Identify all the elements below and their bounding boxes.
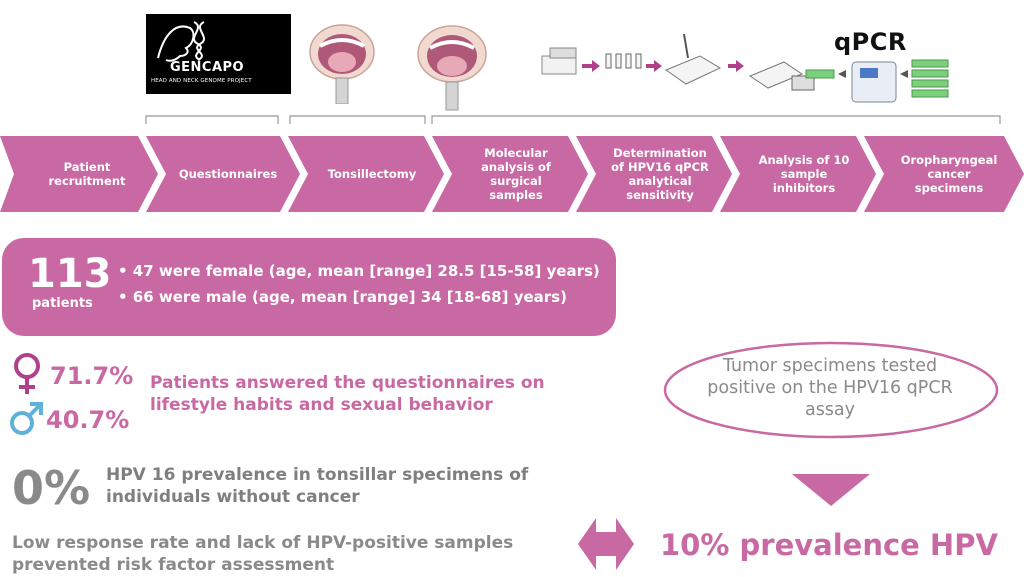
grouping-brackets: [0, 110, 1024, 130]
gencapo-logo: [146, 14, 291, 94]
step-oropharyngeal-specimens: Oropharyngeal cancer specimens: [900, 153, 998, 195]
lab-workflow-icons: [540, 30, 830, 102]
zero-prevalence-note: HPV 16 prevalence in tonsillar specimens of individuals without cancer: [106, 465, 529, 507]
logo-subtitle: HEAD AND NECK GENOME PROJECT: [151, 78, 252, 84]
questionnaire-note: Patients answered the questionnaires on lifestyle habits and sexual behavior: [150, 373, 545, 415]
step-qpcr-sensitivity: Determination of HPV16 qPCR analytical sensitivity: [611, 146, 709, 202]
step-patient-recruitment: Patient recruitment: [48, 160, 126, 188]
zero-prevalence-value: 0%: [12, 461, 91, 515]
conclusion-text: Low response rate and lack of HPV-positive samples prevented risk factor assessment: [12, 533, 514, 575]
workflow-steps: [0, 136, 1024, 212]
patients-label: patients: [32, 296, 93, 311]
tumor-specimens-note: Tumor specimens tested positive on the HPV16 qPCR assay: [707, 356, 953, 420]
male-demographics: • 66 were male (age, mean [range] 34 [18-68] years): [118, 288, 567, 306]
step-sample-inhibitors: Analysis of 10 sample inhibitors: [758, 153, 850, 195]
step-tonsillectomy: Tonsillectomy: [327, 167, 417, 181]
open-mouth-icon-tonsils: [416, 22, 488, 112]
open-mouth-icon: [306, 22, 378, 104]
step-molecular-analysis: Molecular analysis of surgical samples: [481, 146, 551, 202]
hpv-prevalence-result: 10% prevalence HPV: [660, 528, 998, 562]
down-arrow-icon: [792, 474, 870, 508]
male-symbol-icon: [8, 400, 46, 438]
qpcr-machine-icon: [800, 56, 990, 106]
patients-summary-box: [2, 238, 616, 336]
qpcr-label: qPCR: [834, 28, 907, 56]
double-arrow-icon: [578, 514, 634, 574]
female-demographics: • 47 were female (age, mean [range] 28.5 [15-58] years): [118, 262, 600, 280]
female-symbol-icon: [10, 352, 44, 398]
patient-count: 113: [28, 251, 112, 297]
logo-title: GENCAPO: [170, 60, 245, 75]
male-response-rate: 40.7%: [46, 406, 130, 434]
step-questionnaires: Questionnaires: [178, 167, 278, 181]
female-response-rate: 71.7%: [50, 362, 134, 390]
